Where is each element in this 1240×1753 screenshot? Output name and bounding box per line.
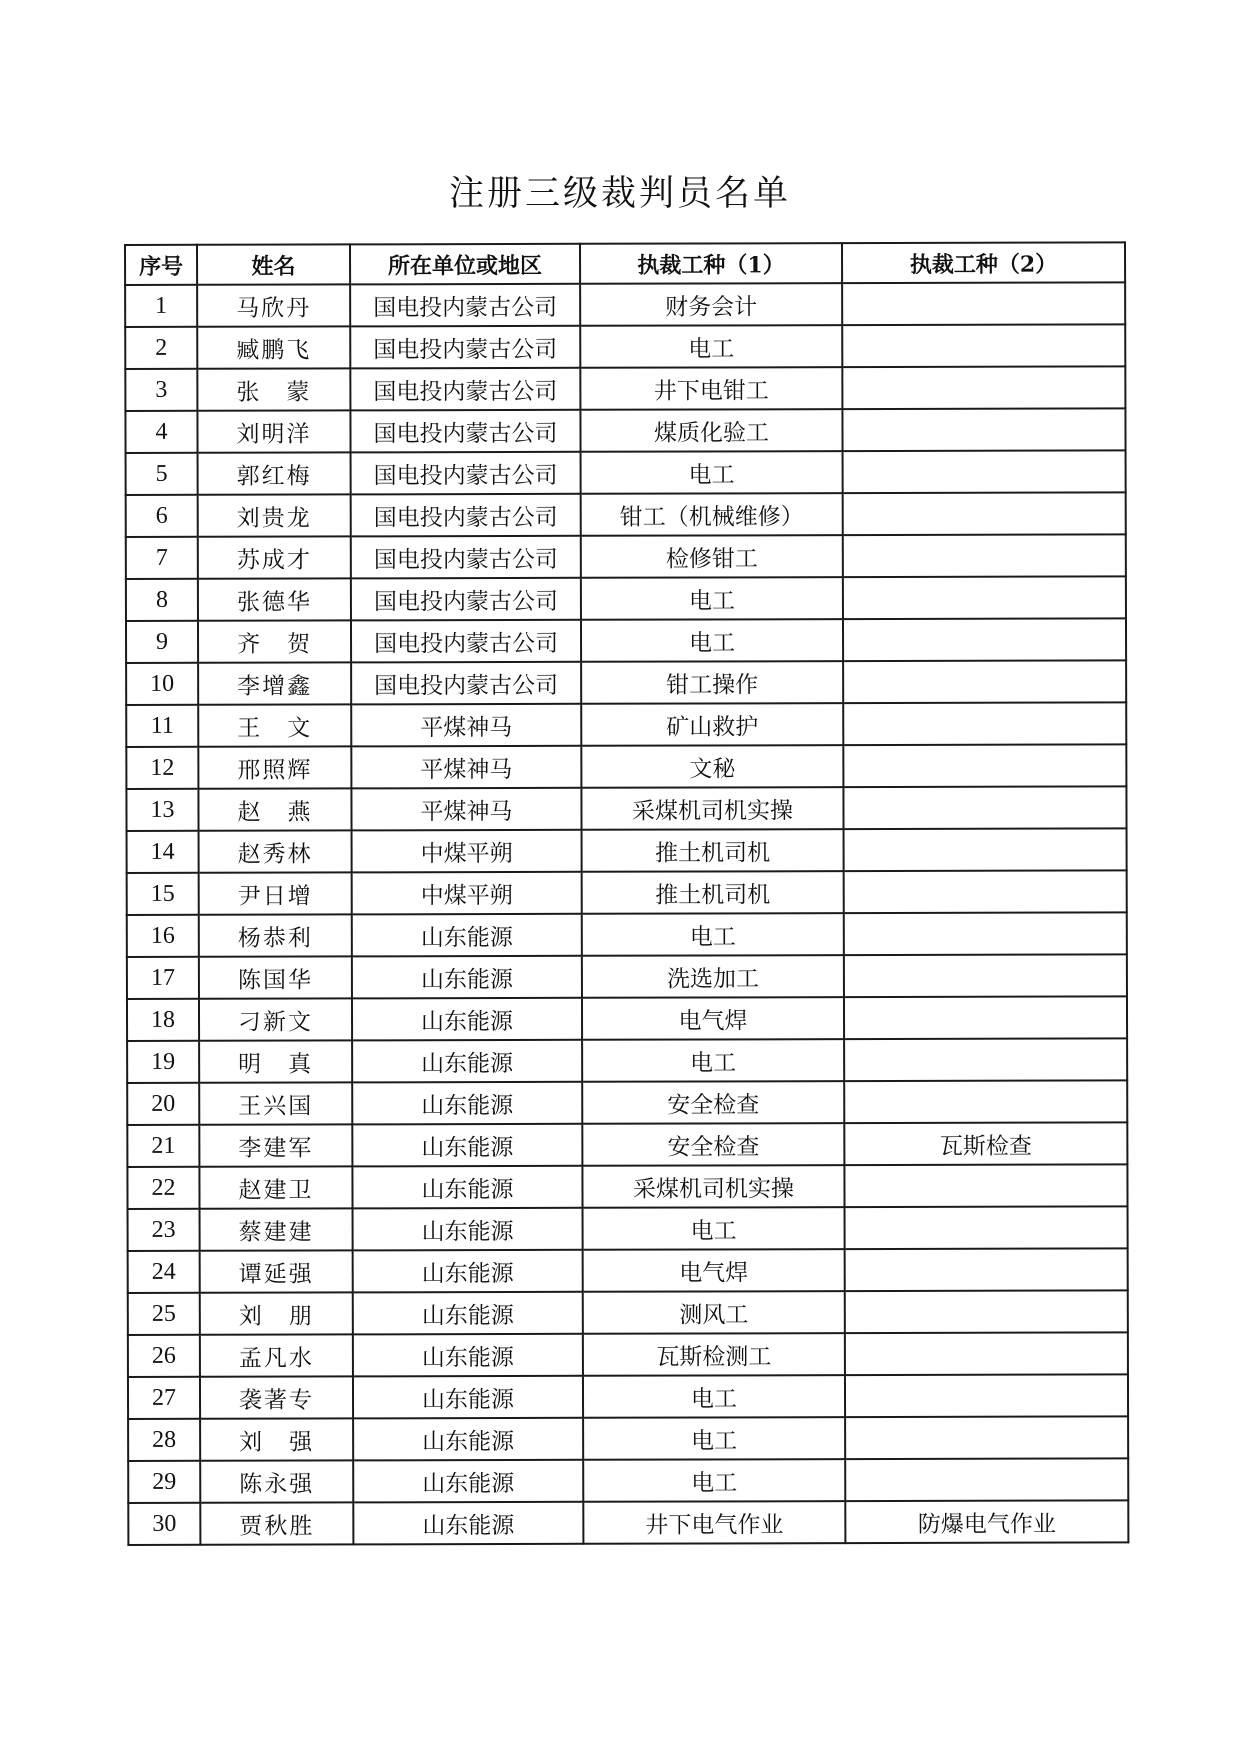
- cell-type1: 矿山救护: [581, 703, 843, 746]
- cell-type2: [843, 744, 1126, 787]
- cell-type1: 电工: [580, 325, 842, 368]
- cell-type1: 煤质化验工: [580, 409, 842, 452]
- cell-unit: 平煤神马: [351, 704, 581, 747]
- table-row: [127, 870, 1127, 915]
- cell-no: 23: [128, 1209, 200, 1251]
- cell-name: 刘 朋: [200, 1292, 353, 1334]
- table-row: [125, 324, 1125, 369]
- cell-unit: 国电投内蒙古公司: [351, 620, 581, 663]
- cell-type1: 电工: [583, 1459, 845, 1502]
- cell-no: 11: [126, 705, 198, 747]
- cell-type2: [845, 1458, 1128, 1501]
- cell-name: 赵建卫: [199, 1166, 352, 1208]
- cell-type2: [845, 1248, 1128, 1291]
- cell-name: 刘 强: [200, 1418, 353, 1460]
- table-row: [127, 912, 1127, 957]
- table-body: [125, 282, 1128, 1545]
- cell-type2: [843, 534, 1126, 577]
- referee-table: [124, 241, 1129, 1546]
- cell-no: 24: [128, 1251, 200, 1293]
- table-row: [127, 1038, 1127, 1083]
- table-row: [126, 450, 1126, 495]
- cell-name: 蔡建建: [200, 1208, 353, 1250]
- cell-no: 22: [127, 1167, 199, 1209]
- header-unit: 所在单位或地区: [350, 244, 580, 285]
- cell-unit: 平煤神马: [351, 788, 581, 831]
- cell-type2: [844, 1038, 1127, 1081]
- cell-unit: 山东能源: [352, 1166, 582, 1209]
- cell-no: 29: [128, 1461, 200, 1503]
- table-row: [128, 1374, 1128, 1419]
- cell-type1: 钳工（机械维修）: [581, 493, 843, 536]
- cell-name: 马欣丹: [197, 284, 350, 326]
- cell-type2: [843, 660, 1126, 703]
- cell-type1: 电工: [582, 913, 844, 956]
- cell-type2: 防爆电气作业: [845, 1500, 1128, 1543]
- cell-type2: [843, 786, 1126, 829]
- table-row: [125, 366, 1125, 411]
- page-title: 注册三级裁判员名单: [448, 174, 791, 214]
- cell-type2: [844, 1164, 1127, 1207]
- cell-name: 臧鹏飞: [197, 326, 350, 368]
- cell-no: 10: [126, 663, 198, 705]
- cell-unit: 国电投内蒙古公司: [351, 662, 581, 705]
- cell-no: 15: [127, 873, 199, 915]
- cell-type1: 财务会计: [580, 283, 842, 326]
- table-row: [126, 618, 1126, 663]
- cell-no: 14: [127, 831, 199, 873]
- cell-no: 8: [126, 579, 198, 621]
- cell-unit: 山东能源: [353, 1502, 583, 1545]
- table-row: [128, 1500, 1128, 1545]
- cell-type2: [843, 618, 1126, 661]
- cell-type2: [842, 324, 1125, 367]
- cell-type1: 推土机司机: [582, 871, 844, 914]
- cell-name: 刘贵龙: [198, 494, 351, 536]
- cell-name: 明 真: [199, 1040, 352, 1082]
- cell-type1: 电工: [583, 1207, 845, 1250]
- cell-type1: 电工: [583, 1375, 845, 1418]
- cell-unit: 国电投内蒙古公司: [350, 410, 580, 453]
- cell-name: 齐 贺: [198, 620, 351, 662]
- cell-name: 张德华: [198, 578, 351, 620]
- cell-name: 赵秀林: [199, 830, 352, 872]
- cell-type2: [845, 1374, 1128, 1417]
- header-type1: 执裁工种（1）: [580, 243, 842, 284]
- cell-unit: 山东能源: [352, 956, 582, 999]
- cell-unit: 山东能源: [353, 1334, 583, 1377]
- cell-unit: 山东能源: [352, 1082, 582, 1125]
- cell-no: 7: [126, 537, 198, 579]
- cell-type1: 安全检查: [582, 1123, 844, 1166]
- table-row: [128, 1416, 1128, 1461]
- cell-no: 1: [125, 285, 197, 327]
- cell-type1: 检修钳工: [581, 535, 843, 578]
- header-name: 姓名: [197, 244, 350, 284]
- cell-name: 张 蒙: [197, 368, 350, 410]
- table-row: [127, 1080, 1127, 1125]
- table-row: [127, 996, 1127, 1041]
- table-row: [127, 1164, 1127, 1209]
- cell-no: 19: [127, 1041, 199, 1083]
- cell-no: 3: [125, 369, 197, 411]
- cell-type1: 电工: [581, 619, 843, 662]
- cell-type1: 电工: [581, 577, 843, 620]
- cell-no: 30: [128, 1503, 200, 1545]
- cell-unit: 国电投内蒙古公司: [350, 326, 580, 369]
- cell-type2: [845, 1290, 1128, 1333]
- table-header-row: [125, 242, 1125, 285]
- cell-type2: [843, 702, 1126, 745]
- cell-unit: 山东能源: [353, 1250, 583, 1293]
- cell-unit: 国电投内蒙古公司: [351, 494, 581, 537]
- cell-type2: [843, 576, 1126, 619]
- cell-no: 5: [126, 453, 198, 495]
- cell-no: 17: [127, 957, 199, 999]
- table-row: [128, 1458, 1128, 1503]
- cell-unit: 国电投内蒙古公司: [350, 368, 580, 411]
- cell-type1: 安全检查: [582, 1081, 844, 1124]
- cell-no: 27: [128, 1377, 200, 1419]
- cell-name: 陈永强: [200, 1460, 353, 1502]
- table-row: [128, 1290, 1128, 1335]
- cell-no: 16: [127, 915, 199, 957]
- cell-no: 26: [128, 1335, 200, 1377]
- cell-type1: 电工: [582, 1039, 844, 1082]
- table-row: [128, 1248, 1128, 1293]
- cell-unit: 国电投内蒙古公司: [351, 536, 581, 579]
- cell-type2: [844, 912, 1127, 955]
- cell-name: 陈国华: [199, 956, 352, 998]
- cell-unit: 中煤平朔: [352, 830, 582, 873]
- cell-unit: 山东能源: [352, 914, 582, 957]
- cell-type2: [844, 870, 1127, 913]
- cell-type1: 井下电气作业: [583, 1501, 845, 1544]
- cell-no: 20: [127, 1083, 199, 1125]
- cell-no: 9: [126, 621, 198, 663]
- cell-no: 4: [125, 411, 197, 453]
- table-row: [125, 408, 1125, 453]
- cell-type2: [844, 996, 1127, 1039]
- cell-type2: [844, 1080, 1127, 1123]
- cell-name: 刘明洋: [197, 410, 350, 452]
- cell-type2: [845, 1332, 1128, 1375]
- cell-name: 苏成才: [198, 536, 351, 578]
- cell-type1: 采煤机司机实操: [581, 787, 843, 830]
- cell-type1: 推土机司机: [582, 829, 844, 872]
- cell-name: 王 文: [198, 704, 351, 746]
- cell-name: 袭著专: [200, 1376, 353, 1418]
- cell-type2: [845, 1416, 1128, 1459]
- header-type2: 执裁工种（2）: [842, 242, 1125, 283]
- cell-name: 王兴国: [199, 1082, 352, 1124]
- cell-type1: 井下电钳工: [580, 367, 842, 410]
- cell-name: 尹日增: [199, 872, 352, 914]
- cell-unit: 山东能源: [353, 1418, 583, 1461]
- cell-unit: 国电投内蒙古公司: [351, 578, 581, 621]
- cell-unit: 山东能源: [353, 1376, 583, 1419]
- table-row: [128, 1206, 1128, 1251]
- cell-name: 李建军: [199, 1124, 352, 1166]
- cell-type2: [842, 408, 1125, 451]
- header-no: 序号: [125, 245, 197, 285]
- cell-no: 28: [128, 1419, 200, 1461]
- cell-unit: 中煤平朔: [352, 872, 582, 915]
- table-row: [126, 744, 1126, 789]
- cell-unit: 山东能源: [352, 1040, 582, 1083]
- cell-no: 21: [127, 1125, 199, 1167]
- cell-type1: 钳工操作: [581, 661, 843, 704]
- table-row: [128, 1332, 1128, 1377]
- cell-name: 李增鑫: [198, 662, 351, 704]
- table-row: [125, 282, 1125, 327]
- cell-type2: 瓦斯检查: [844, 1122, 1127, 1165]
- cell-unit: 山东能源: [352, 998, 582, 1041]
- cell-no: 6: [126, 495, 198, 537]
- cell-no: 13: [126, 789, 198, 831]
- cell-type2: [845, 1206, 1128, 1249]
- cell-no: 25: [128, 1293, 200, 1335]
- cell-unit: 国电投内蒙古公司: [350, 284, 580, 327]
- cell-name: 刁新文: [199, 998, 352, 1040]
- table-row: [127, 1122, 1127, 1167]
- table-row: [126, 492, 1126, 537]
- cell-no: 12: [126, 747, 198, 789]
- cell-unit: 平煤神马: [351, 746, 581, 789]
- table-row: [127, 954, 1127, 999]
- table-row: [126, 702, 1126, 747]
- cell-type1: 电气焊: [583, 1249, 845, 1292]
- cell-type1: 文秘: [581, 745, 843, 788]
- cell-type1: 测风工: [583, 1291, 845, 1334]
- cell-name: 杨恭利: [199, 914, 352, 956]
- table-row: [126, 786, 1126, 831]
- cell-name: 贾秋胜: [200, 1502, 353, 1544]
- cell-type1: 电工: [581, 451, 843, 494]
- table-row: [127, 828, 1127, 873]
- cell-type2: [844, 828, 1127, 871]
- cell-type2: [843, 492, 1126, 535]
- cell-name: 郭红梅: [198, 452, 351, 494]
- cell-unit: 山东能源: [353, 1460, 583, 1503]
- cell-unit: 山东能源: [353, 1292, 583, 1335]
- cell-name: 谭延强: [200, 1250, 353, 1292]
- cell-unit: 山东能源: [352, 1124, 582, 1167]
- table-row: [126, 534, 1126, 579]
- cell-type2: [842, 282, 1125, 325]
- cell-unit: 国电投内蒙古公司: [351, 452, 581, 495]
- table-row: [126, 660, 1126, 705]
- cell-type1: 洗选加工: [582, 955, 844, 998]
- cell-no: 18: [127, 999, 199, 1041]
- cell-type1: 电工: [583, 1417, 845, 1460]
- cell-type2: [843, 450, 1126, 493]
- cell-type1: 电气焊: [582, 997, 844, 1040]
- cell-unit: 山东能源: [353, 1208, 583, 1251]
- cell-name: 赵 燕: [198, 788, 351, 830]
- table-row: [126, 576, 1126, 621]
- cell-name: 孟凡水: [200, 1334, 353, 1376]
- cell-type1: 采煤机司机实操: [582, 1165, 844, 1208]
- cell-no: 2: [125, 327, 197, 369]
- cell-type1: 瓦斯检测工: [583, 1333, 845, 1376]
- cell-type2: [844, 954, 1127, 997]
- cell-name: 邢照辉: [198, 746, 351, 788]
- cell-type2: [842, 366, 1125, 409]
